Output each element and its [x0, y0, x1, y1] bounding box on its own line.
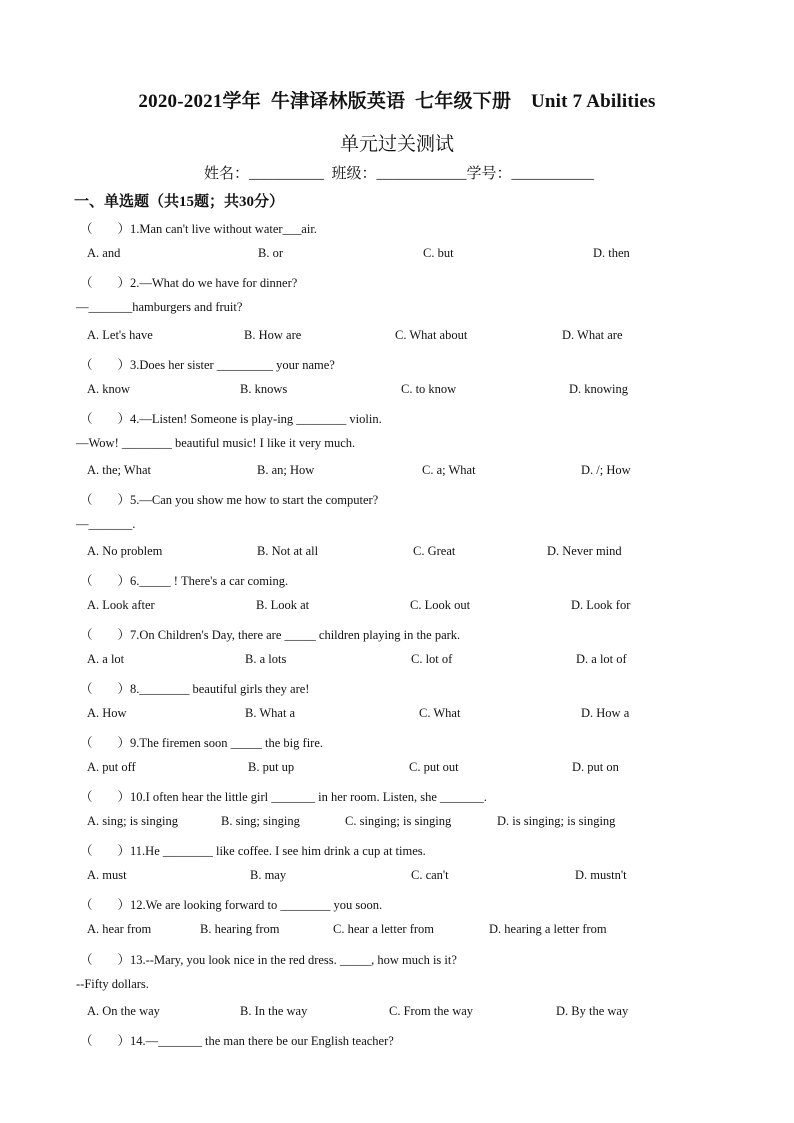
- question-12-stem: （ ）12.We are looking forward to ________ you soon.: [80, 898, 383, 912]
- q10-option-d: D. is singing; is singing: [497, 814, 616, 828]
- q5-option-b: B. Not at all: [257, 544, 319, 558]
- q11-option-b: B. may: [250, 868, 287, 882]
- question-4-line-2: —Wow! ________ beautiful music! I like it very much.: [76, 436, 356, 450]
- q1-option-c: C. but: [423, 246, 454, 260]
- q7-option-b: B. a lots: [245, 652, 287, 666]
- q4-option-a: A. the; What: [87, 463, 151, 477]
- q13-option-c: C. From the way: [389, 1004, 474, 1018]
- q13-option-b: B. In the way: [240, 1004, 308, 1018]
- question-1-stem: （ ）1.Man can't live without water___air.: [80, 222, 317, 236]
- q1-option-d: D. then: [593, 246, 630, 260]
- q8-option-c: C. What: [419, 706, 461, 720]
- q6-option-b: B. Look at: [256, 598, 310, 612]
- q13-option-d: D. By the way: [556, 1004, 629, 1018]
- q5-option-c: C. Great: [413, 544, 456, 558]
- question-4-stem: （ ）4.—Listen! Someone is play-ing ________ violin.: [80, 412, 382, 426]
- q11-option-a: A. must: [87, 868, 127, 882]
- q7-option-c: C. lot of: [411, 652, 453, 666]
- q12-option-a: A. hear from: [87, 922, 152, 936]
- question-5-stem: （ ）5.—Can you show me how to start the computer?: [80, 493, 379, 507]
- question-13-stem: （ ）13.--Mary, you look nice in the red dress. _____, how much is it?: [80, 953, 457, 967]
- question-14-stem: （ ）14.—_______ the man there be our English teacher?: [80, 1034, 394, 1048]
- question-6-stem: （ ）6._____ ! There's a car coming.: [80, 574, 289, 588]
- q8-option-a: A. How: [87, 706, 127, 720]
- question-13-line-2: --Fifty dollars.: [76, 977, 149, 991]
- q7-option-d: D. a lot of: [576, 652, 627, 666]
- question-2-stem: （ ）2.—What do we have for dinner?: [80, 276, 298, 290]
- q12-option-c: C. hear a letter from: [333, 922, 434, 936]
- question-2-line-2: —_______hamburgers and fruit?: [76, 300, 243, 314]
- q8-option-d: D. How a: [581, 706, 630, 720]
- q10-option-b: B. sing; singing: [221, 814, 300, 828]
- q10-option-a: A. sing; is singing: [87, 814, 178, 828]
- q6-option-d: D. Look for: [571, 598, 631, 612]
- q9-option-c: C. put out: [409, 760, 459, 774]
- q2-option-c: C. What about: [395, 328, 468, 342]
- q13-option-a: A. On the way: [87, 1004, 160, 1018]
- q3-option-d: D. knowing: [569, 382, 629, 396]
- q4-option-c: C. a; What: [422, 463, 476, 477]
- question-5-line-2: —_______.: [76, 517, 136, 531]
- q5-option-a: A. No problem: [87, 544, 163, 558]
- question-9-stem: （ ）9.The firemen soon _____ the big fire.: [80, 736, 324, 750]
- q9-option-b: B. put up: [248, 760, 295, 774]
- document-subtitle: 单元过关测试: [339, 134, 454, 155]
- q3-option-b: B. knows: [240, 382, 288, 396]
- q6-option-a: A. Look after: [87, 598, 155, 612]
- q3-option-a: A. know: [87, 382, 131, 396]
- question-3-stem: （ ）3.Does her sister _________ your name?: [80, 358, 335, 372]
- question-7-stem: （ ）7.On Children's Day, there are _____ children playing in the park.: [80, 628, 461, 642]
- document-title: 2020-2021学年 牛津译林版英语 七年级下册 Unit 7 Abilities: [138, 91, 656, 112]
- q9-option-a: A. put off: [87, 760, 136, 774]
- question-8-stem: （ ）8.________ beautiful girls they are!: [80, 682, 310, 696]
- q5-option-d: D. Never mind: [547, 544, 622, 558]
- q9-option-d: D. put on: [572, 760, 619, 774]
- q10-option-c: C. singing; is singing: [345, 814, 452, 828]
- q8-option-b: B. What a: [245, 706, 296, 720]
- q12-option-d: D. hearing a letter from: [489, 922, 607, 936]
- q4-option-b: B. an; How: [257, 463, 315, 477]
- q6-option-c: C. Look out: [410, 598, 471, 612]
- q7-option-a: A. a lot: [87, 652, 125, 666]
- q2-option-b: B. How are: [244, 328, 302, 342]
- q3-option-c: C. to know: [401, 382, 457, 396]
- q12-option-b: B. hearing from: [200, 922, 280, 936]
- question-10-stem: （ ）10.I often hear the little girl _______ in her room. Listen, she _______.: [80, 790, 487, 804]
- q2-option-a: A. Let's have: [87, 328, 153, 342]
- q11-option-c: C. can't: [411, 868, 449, 882]
- q1-option-a: A. and: [87, 246, 121, 260]
- q4-option-d: D. /; How: [581, 463, 631, 477]
- question-11-stem: （ ）11.He ________ like coffee. I see him drink a cup at times.: [80, 844, 426, 858]
- section-heading: 一、单选题（共15题；共30分）: [74, 194, 285, 210]
- q2-option-d: D. What are: [562, 328, 623, 342]
- q1-option-b: B. or: [258, 246, 283, 260]
- q11-option-d: D. mustn't: [575, 868, 627, 882]
- student-info-line: 姓名：__________ 班级：____________学号：___________: [204, 166, 595, 182]
